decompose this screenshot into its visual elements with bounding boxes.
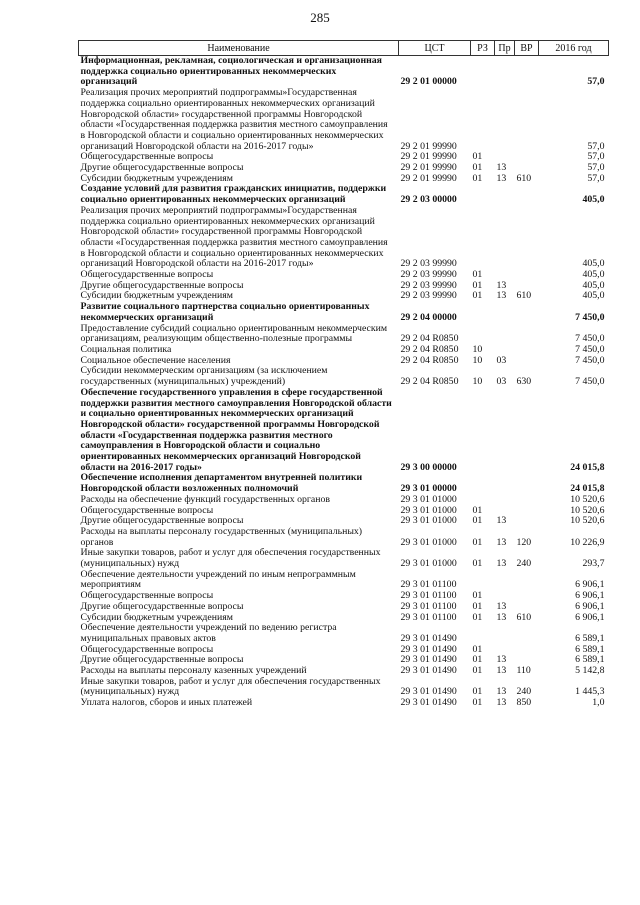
table-row	[79, 88, 609, 152]
cell-amount: 6 906,1	[575, 590, 605, 602]
cell-amount: 7 450,0	[575, 354, 605, 366]
cell-name: Иные закупки товаров, работ и услуг для обеспечения государственных (муниципальных) нужд	[80, 547, 381, 570]
cell-rz	[471, 473, 495, 494]
cell-cst: 29 2 01 99990	[400, 162, 457, 174]
cell-vr	[515, 570, 539, 591]
cell-cst: 29 3 00 00000	[400, 461, 457, 473]
cell-cst: 29 2 03 99990	[400, 258, 457, 270]
cell-amount: 7 450,0	[575, 311, 605, 323]
cell-rz: 01	[472, 536, 483, 548]
cell-pr	[495, 623, 515, 644]
cell-name: Другие общегосударственные вопросы	[80, 515, 244, 527]
cell-amount: 405,0	[582, 258, 605, 270]
cell-amount: 405,0	[582, 279, 605, 291]
cell-vr	[515, 356, 539, 367]
cell-vr	[515, 602, 539, 613]
cell-vr: 850	[516, 697, 532, 709]
cell-pr: 13	[496, 654, 507, 666]
table-row	[79, 206, 609, 270]
cell-vr: 610	[516, 172, 532, 184]
cell-vr	[515, 184, 539, 205]
cell-name: Расходы на выплаты персоналу казенных учреждений	[80, 665, 307, 677]
cell-cst: 29 2 04 00000	[400, 311, 457, 323]
cell-name: Общегосударственные вопросы	[80, 504, 214, 516]
cell-rz: 01	[472, 172, 483, 184]
cell-name: Расходы на выплаты персоналу государственных (муниципальных) органов	[80, 525, 363, 548]
cell-amount: 6 589,1	[575, 643, 605, 655]
cell-rz: 10	[472, 376, 483, 388]
cell-name: Общегосударственные вопросы	[80, 269, 214, 281]
cell-rz: 10	[472, 354, 483, 366]
cell-rz	[471, 495, 495, 506]
cell-cst: 29 3 01 01100	[400, 600, 457, 612]
cell-vr	[515, 591, 539, 602]
cell-name: Создание условий для развития гражданских инициатив, поддержки социально ориентированных некоммерческих организаций	[80, 183, 387, 206]
cell-cst: 29 3 01 01000	[400, 536, 457, 548]
cell-cst: 29 2 01 00000	[400, 76, 457, 88]
cell-cst: 29 2 03 99990	[400, 290, 457, 302]
cell-name: Субсидии бюджетным учреждениям	[80, 172, 233, 184]
cell-cst: 29 3 01 01490	[400, 665, 457, 677]
table-row	[79, 698, 609, 709]
cell-pr	[495, 495, 515, 506]
cell-cst: 29 2 04 R0850	[400, 376, 459, 388]
cell-amount: 10 520,6	[570, 504, 605, 516]
cell-rz: 01	[472, 643, 483, 655]
table-row	[79, 388, 609, 474]
cell-rz	[471, 623, 495, 644]
cell-rz: 01	[472, 697, 483, 709]
cell-amount: 10 520,6	[570, 493, 605, 505]
cell-name: Субсидии некоммерческим организациям (за исключением государственных (муниципальных) учреждений)	[80, 365, 328, 388]
cell-cst: 29 3 01 01490	[400, 686, 457, 698]
cell-amount: 57,0	[587, 162, 605, 174]
cell-rz: 01	[472, 558, 483, 570]
cell-pr	[495, 56, 515, 89]
table-row	[79, 623, 609, 644]
cell-pr: 03	[496, 354, 507, 366]
cell-name: Другие общегосударственные вопросы	[80, 654, 244, 666]
cell-name: Общегосударственные вопросы	[80, 643, 214, 655]
cell-name: Предоставление субсидий социально ориентированным некоммерческим организациям, реализующим общественно-полезные программы	[80, 322, 388, 345]
budget-table	[78, 40, 609, 709]
cell-cst: 29 3 01 01490	[400, 643, 457, 655]
cell-amount: 405,0	[582, 290, 605, 302]
cell-cst: 29 2 01 99990	[400, 140, 457, 152]
cell-name: Обеспечение деятельности учреждений по иным непрограммным мероприятиям	[80, 568, 356, 591]
header-vr: ВР	[515, 41, 539, 56]
cell-cst: 29 3 01 01000	[400, 558, 457, 570]
cell-rz	[471, 184, 495, 205]
cell-name: Реализация прочих мероприятий подпрограммы»Государственная поддержка социально ориентированных некоммерческих организаций Новгородской области» государственной программы Новгородской области «Государственная поддержка развития местного самоуправления в Новгородской области и социально ориентированных некоммерческих организаций Новгородской области на 2016-2017 годы»	[80, 87, 388, 152]
cell-vr	[515, 645, 539, 656]
cell-pr: 13	[496, 162, 507, 174]
cell-name: Расходы на обеспечение функций государственных органов	[80, 493, 331, 505]
header-pr: Пр	[495, 41, 515, 56]
cell-name: Субсидии бюджетным учреждениям	[80, 290, 233, 302]
cell-vr	[515, 324, 539, 345]
table-row	[79, 184, 609, 205]
cell-pr	[495, 570, 515, 591]
cell-rz: 01	[472, 162, 483, 174]
header-year: 2016 год	[539, 41, 609, 56]
cell-rz: 01	[472, 600, 483, 612]
cell-pr	[495, 302, 515, 323]
cell-rz: 01	[472, 654, 483, 666]
table-body	[79, 56, 609, 709]
cell-amount: 57,0	[587, 76, 605, 88]
cell-vr	[515, 473, 539, 494]
header-rz: РЗ	[471, 41, 495, 56]
cell-name: Уплата налогов, сборов и иных платежей	[80, 697, 253, 709]
header-cst: ЦСТ	[399, 41, 471, 56]
table-row	[79, 302, 609, 323]
cell-amount: 57,0	[587, 151, 605, 163]
cell-pr: 13	[496, 665, 507, 677]
cell-amount: 57,0	[587, 172, 605, 184]
cell-amount: 10 226,9	[570, 536, 605, 548]
cell-rz	[471, 88, 495, 152]
table-row	[79, 548, 609, 569]
cell-pr: 13	[496, 558, 507, 570]
cell-vr: 610	[516, 290, 532, 302]
cell-pr: 13	[496, 600, 507, 612]
cell-amount: 6 589,1	[575, 632, 605, 644]
page-number: 285	[310, 10, 330, 25]
table-row	[79, 527, 609, 548]
table-row	[79, 366, 609, 387]
cell-vr: 110	[516, 665, 531, 677]
cell-amount: 6 906,1	[575, 579, 605, 591]
cell-name: Другие общегосударственные вопросы	[80, 279, 244, 291]
cell-amount: 6 906,1	[575, 600, 605, 612]
cell-amount: 5 142,8	[575, 665, 605, 677]
cell-cst: 29 3 01 01100	[400, 611, 457, 623]
cell-amount: 6 906,1	[575, 611, 605, 623]
cell-cst: 29 3 01 01100	[400, 579, 457, 591]
cell-name: Реализация прочих мероприятий подпрограммы»Государственная поддержка социально ориентированных некоммерческих организаций Новгородской области» государственной программы Новгородской области «Государственная поддержка развития местного самоуправления в Новгородской области и социально ориентированных некоммерческих организаций Новгородской области на 2016-2017 годы»	[80, 204, 388, 270]
table-row	[79, 473, 609, 494]
cell-amount: 7 450,0	[575, 343, 605, 355]
table-row	[79, 677, 609, 698]
cell-cst: 29 3 01 01490	[400, 697, 457, 709]
header-name: Наименование	[79, 41, 399, 56]
cell-vr	[515, 152, 539, 163]
cell-cst: 29 3 01 01490	[400, 632, 457, 644]
cell-pr	[495, 324, 515, 345]
cell-amount: 405,0	[582, 194, 605, 206]
cell-cst: 29 2 01 99990	[400, 151, 457, 163]
cell-vr: 120	[516, 536, 532, 548]
cell-vr: 610	[516, 611, 532, 623]
cell-vr	[515, 88, 539, 152]
cell-rz	[471, 302, 495, 323]
cell-pr: 13	[496, 515, 507, 527]
cell-cst: 29 3 01 01100	[400, 590, 457, 602]
cell-rz: 01	[472, 279, 483, 291]
cell-amount: 1 445,3	[575, 686, 605, 698]
cell-vr	[515, 270, 539, 281]
table-row	[79, 56, 609, 89]
cell-rz: 10	[472, 343, 483, 355]
cell-name: Иные закупки товаров, работ и услуг для обеспечения государственных (муниципальных) нужд	[80, 675, 381, 698]
cell-rz: 01	[472, 504, 483, 516]
cell-pr	[495, 473, 515, 494]
cell-amount: 24 015,8	[570, 461, 605, 473]
cell-name: Социальная политика	[80, 343, 172, 355]
cell-pr: 13	[496, 686, 507, 698]
cell-cst: 29 3 01 01000	[400, 504, 457, 516]
cell-pr	[495, 88, 515, 152]
cell-vr	[515, 388, 539, 474]
cell-cst: 29 2 03 99990	[400, 269, 457, 281]
cell-vr: 240	[516, 558, 532, 570]
cell-amount: 293,7	[582, 558, 605, 570]
cell-rz: 01	[472, 590, 483, 602]
cell-pr	[495, 206, 515, 270]
cell-vr: 630	[516, 376, 532, 388]
cell-pr	[495, 184, 515, 205]
table-header-row	[79, 41, 609, 56]
cell-cst: 29 3 01 01490	[400, 654, 457, 666]
cell-rz	[471, 388, 495, 474]
cell-rz	[471, 56, 495, 89]
cell-cst: 29 2 04 R0850	[400, 333, 459, 345]
cell-name: Обеспечение государственного управления в сфере государственной поддержки развития местного самоуправления Новгородской области и социально ориентированных некоммерческих организаций Новгородской области» государственной программы Новгородской области «Государственная поддержка развития местного самоуправления в Новгородской области и социально ориентированных некоммерческих организаций Новгородской области на 2016-2017 годы»	[80, 386, 392, 473]
cell-rz: 01	[472, 611, 483, 623]
cell-vr	[515, 56, 539, 89]
cell-vr	[515, 495, 539, 506]
table-row	[79, 602, 609, 613]
cell-cst: 29 3 01 00000	[400, 483, 457, 495]
cell-pr: 13	[496, 279, 507, 291]
cell-name: Социальное обеспечение населения	[80, 354, 231, 366]
cell-vr	[515, 302, 539, 323]
cell-name: Обеспечение исполнения департаментом внутренней политики Новгородской области возложенных полномочий	[80, 472, 363, 495]
cell-amount: 7 450,0	[575, 376, 605, 388]
cell-amount: 6 589,1	[575, 654, 605, 666]
cell-vr	[515, 206, 539, 270]
cell-pr: 03	[496, 376, 507, 388]
cell-vr	[515, 345, 539, 356]
cell-pr	[495, 388, 515, 474]
cell-name: Общегосударственные вопросы	[80, 151, 214, 163]
cell-name: Другие общегосударственные вопросы	[80, 162, 244, 174]
cell-cst: 29 2 03 99990	[400, 279, 457, 291]
cell-vr	[515, 506, 539, 517]
cell-rz	[471, 324, 495, 345]
cell-rz: 01	[472, 686, 483, 698]
cell-vr: 240	[516, 686, 532, 698]
cell-rz: 01	[472, 290, 483, 302]
cell-vr	[515, 516, 539, 527]
cell-rz: 01	[472, 269, 483, 281]
table-row	[79, 570, 609, 591]
cell-amount: 24 015,8	[570, 483, 605, 495]
cell-name: Развитие социального партнерства социально ориентированных некоммерческих организаций	[80, 301, 370, 323]
table-row	[79, 324, 609, 345]
cell-pr: 13	[496, 290, 507, 302]
cell-cst: 29 2 01 99990	[400, 172, 457, 184]
cell-cst: 29 2 04 R0850	[400, 343, 459, 355]
cell-cst: 29 3 01 01000	[400, 515, 457, 527]
cell-rz: 01	[472, 515, 483, 527]
cell-amount: 405,0	[582, 269, 605, 281]
cell-amount: 10 520,6	[570, 515, 605, 527]
cell-pr: 13	[496, 536, 507, 548]
cell-vr	[515, 623, 539, 644]
cell-amount: 7 450,0	[575, 333, 605, 345]
cell-name: Другие общегосударственные вопросы	[80, 600, 244, 612]
cell-pr: 13	[496, 172, 507, 184]
cell-name: Обеспечение деятельности учреждений по ведению регистра муниципальных правовых актов	[80, 622, 337, 644]
cell-name: Информационная, рекламная, социологическая и организационная поддержка социально ориентированных некоммерческих организаций	[80, 55, 382, 88]
cell-amount: 1,0	[592, 697, 605, 709]
cell-cst: 29 3 01 01000	[400, 493, 457, 505]
cell-name: Субсидии бюджетным учреждениям	[80, 611, 233, 623]
cell-rz: 01	[472, 665, 483, 677]
cell-pr: 13	[496, 697, 507, 709]
cell-cst: 29 2 04 R0850	[400, 354, 459, 366]
cell-rz: 01	[472, 151, 483, 163]
cell-name: Общегосударственные вопросы	[80, 590, 214, 602]
table-row	[79, 495, 609, 506]
cell-rz	[471, 570, 495, 591]
cell-rz	[471, 206, 495, 270]
cell-amount: 57,0	[587, 140, 605, 152]
cell-cst: 29 2 03 00000	[400, 194, 457, 206]
cell-pr: 13	[496, 611, 507, 623]
